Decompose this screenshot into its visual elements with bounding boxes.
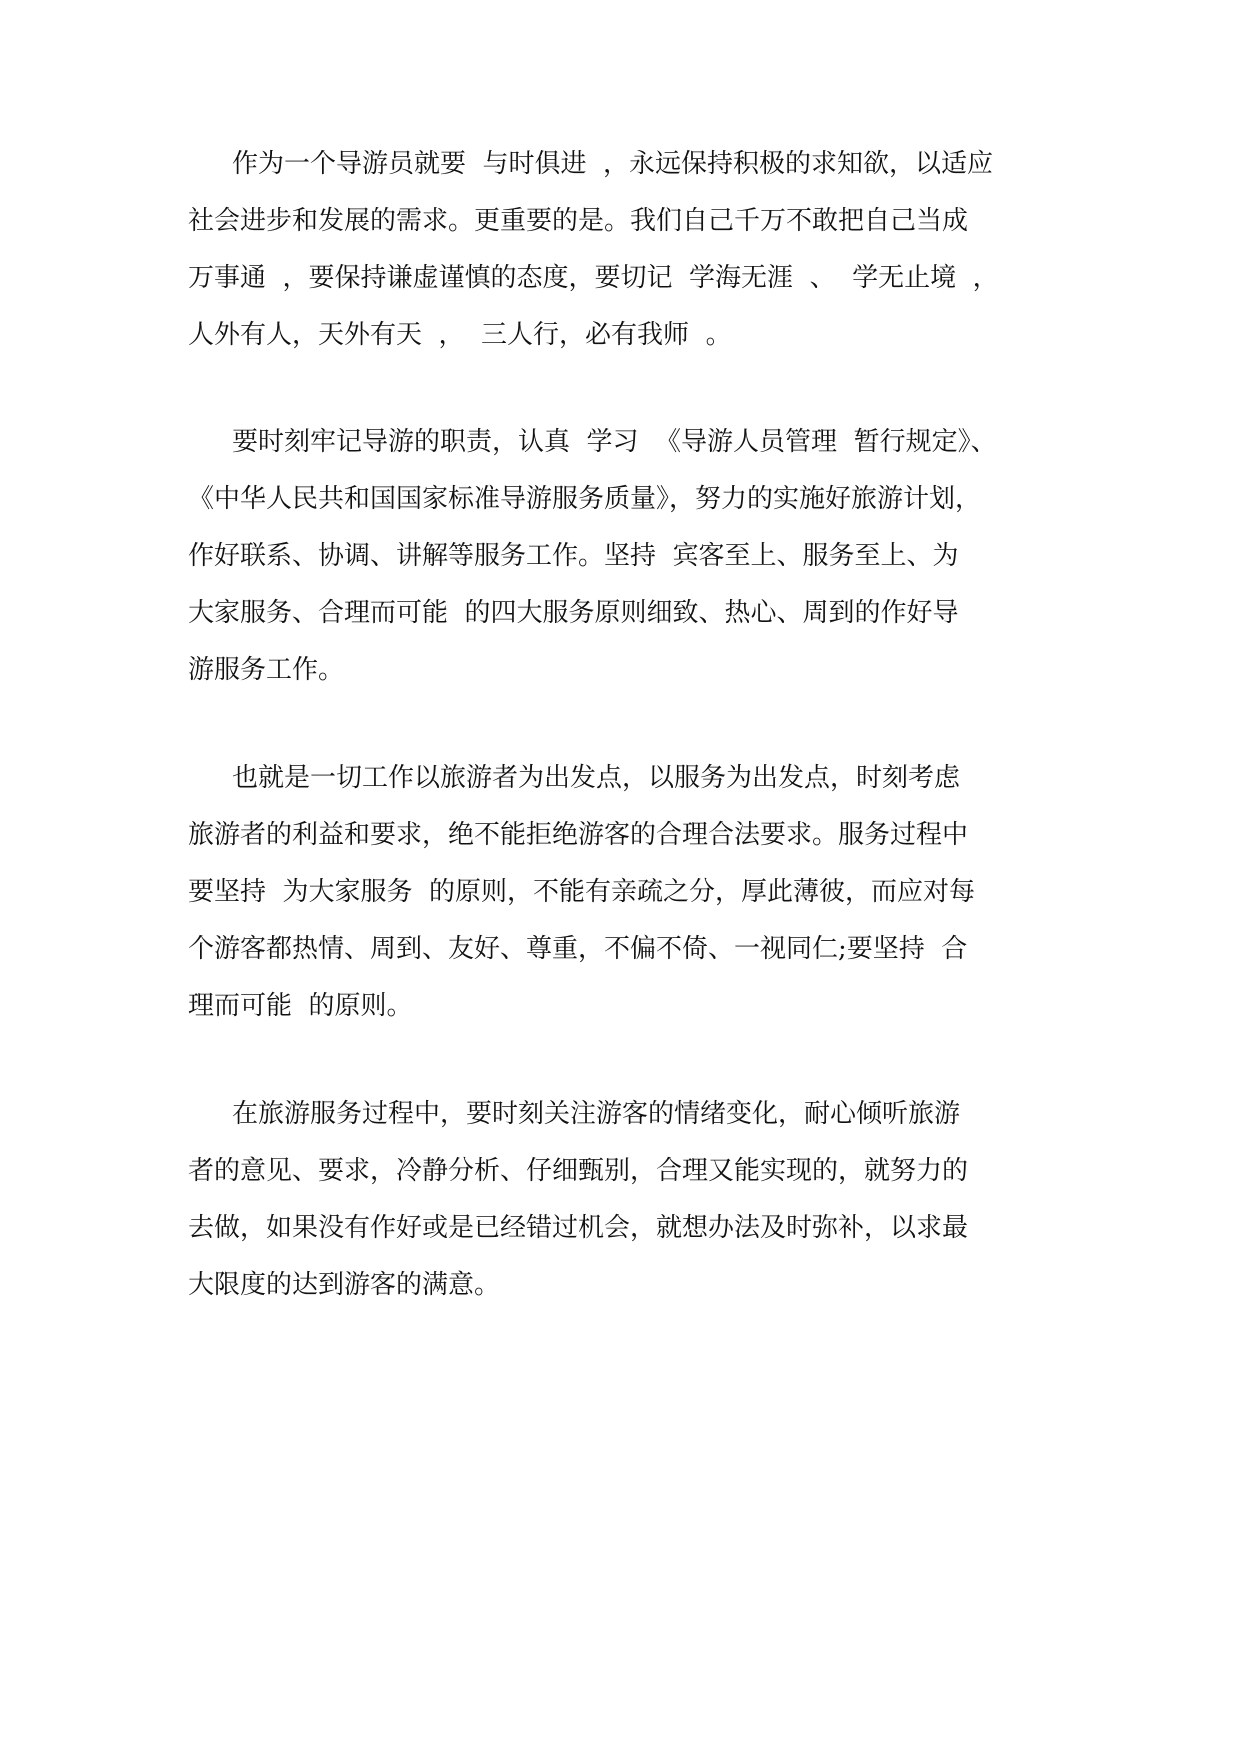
text-line: 人外有人，天外有天 ， 三人行，必有我师 。 xyxy=(188,320,732,350)
text-line: 要坚持 为大家服务 的原则，不能有亲疏之分，厚此薄彼，而应对每 xyxy=(188,877,976,907)
text-line: 社会进步和发展的需求。更重要的是。我们自己千万不敢把自己当成 xyxy=(188,206,969,236)
text-line: 要时刻牢记导游的职责，认真 学习 《导游人员管理 暂行规定》、 xyxy=(232,427,997,457)
text-line: 也就是一切工作以旅游者为出发点，以服务为出发点，时刻考虑 xyxy=(232,763,961,793)
text-line: 作好联系、协调、讲解等服务工作。坚持 宾客至上、服务至上、为 xyxy=(188,541,959,571)
text-line: 个游客都热情、周到、友好、尊重，不偏不倚、一视同仁;要坚持 合 xyxy=(188,934,968,964)
text-line: 作为一个导游员就要 与时俱进 ，永远保持积极的求知欲，以适应 xyxy=(232,149,994,179)
text-line: 理而可能 的原则。 xyxy=(188,991,413,1021)
text-line: 万事通 ，要保持谦虚谨慎的态度，要切记 学海无涯 、 学无止境 ， xyxy=(188,263,999,293)
text-line: 去做，如果没有作好或是已经错过机会，就想办法及时弥补，以求最 xyxy=(188,1213,969,1243)
text-line: 在旅游服务过程中，要时刻关注游客的情绪变化，耐心倾听旅游 xyxy=(232,1099,961,1129)
text-line: 大限度的达到游客的满意。 xyxy=(188,1270,501,1300)
text-line: 游服务工作。 xyxy=(188,655,345,685)
text-line: 《中华人民共和国国家标准导游服务质量》，努力的实施好旅游计划， xyxy=(188,484,982,514)
text-line: 者的意见、要求，冷静分析、仔细甄别，合理又能实现的，就努力的 xyxy=(188,1156,969,1186)
text-line: 旅游者的利益和要求，绝不能拒绝游客的合理合法要求。服务过程中 xyxy=(188,820,969,850)
text-line: 大家服务、合理而可能 的四大服务原则细致、热心、周到的作好导 xyxy=(188,598,959,628)
